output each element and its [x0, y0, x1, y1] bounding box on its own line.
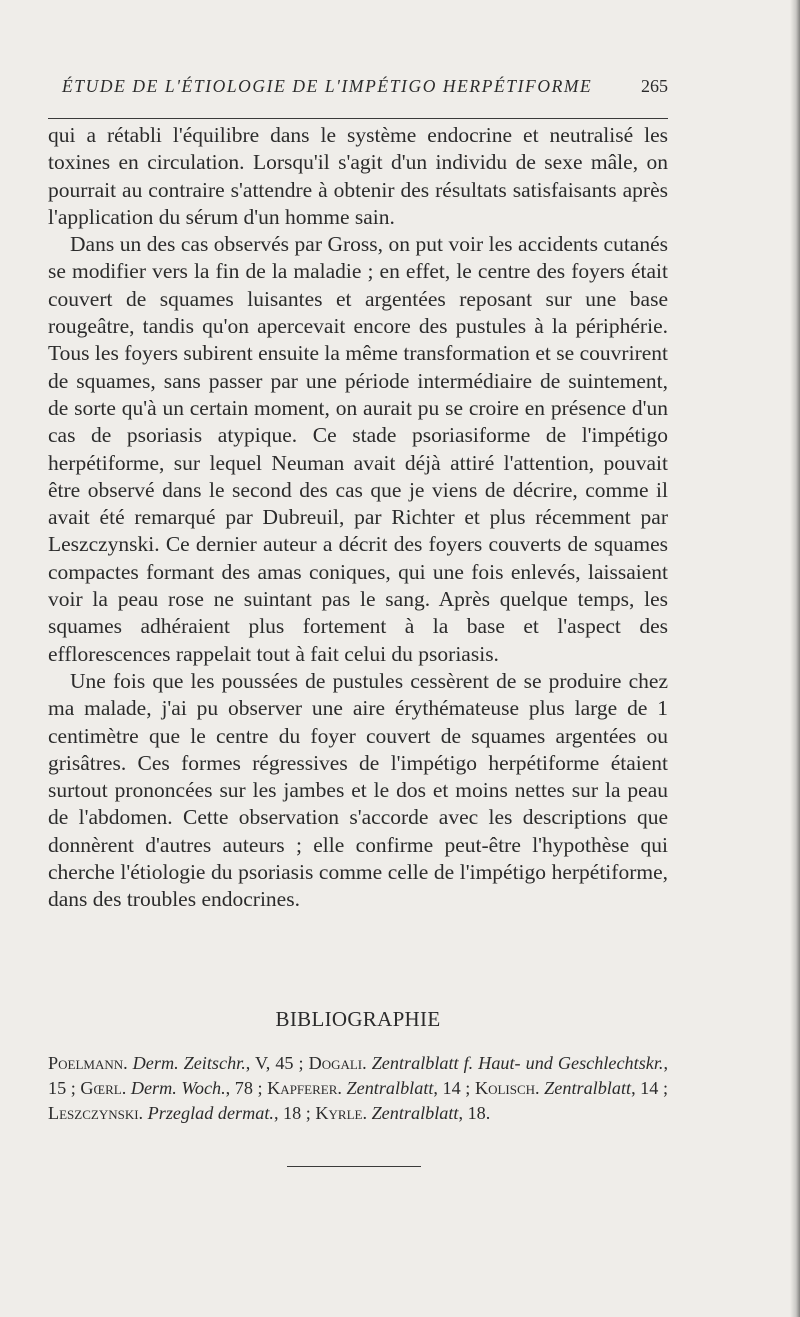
bib-entry	[475, 1078, 668, 1098]
bib-ref: , V, 45 ;	[245, 1053, 309, 1073]
bibliography-list	[48, 1051, 668, 1126]
bib-author: Kyrle.	[315, 1103, 368, 1123]
bib-journal: Zentralblatt	[544, 1078, 632, 1098]
bib-journal: Zentralblatt	[346, 1078, 434, 1098]
bib-ref: , 14 ;	[631, 1078, 668, 1098]
bib-journal: Derm. Woch.	[130, 1078, 226, 1098]
bib-ref: , 18 ;	[273, 1103, 316, 1123]
bib-entry	[48, 1103, 315, 1123]
bib-ref: , 78 ;	[225, 1078, 268, 1098]
bib-journal: Zentralblatt f. Haut- und Geschlechtskr.	[371, 1053, 664, 1073]
paragraph-2: Dans un des cas observés par Gross, on put voir les accidents cutanés se modifier vers la fin de la maladie ; en effet, le centre des foyers était couvert de squames luisantes et argentées reposant sur une base rougeâtre, tandis qu'on apercevait encore des pustules à la périphérie. Tous les foyers subirent ensuite la même transformation et se couvrirent de squames, sans passer par une période intermédiaire de suintement, de sorte qu'à un certain moment, on aurait pu se croire en présence d'un cas de psoriasis atypique. Ce stade psoriasiforme de l'impétigo herpétiforme, sur lequel Neuman avait déjà attiré l'attention, pouvait être observé dans le second des cas que je viens de décrire, comme il avait été remarqué par Dubreuil, par Richter et plus récemment par Leszczynski. Ce dernier auteur a décrit des foyers couverts de squames compactes formant des amas coniques, qui une fois enlevés, laissaient voir la peau rose ne suintant pas le sang. Après quelque temps, les squames adhéraient plus fortement à la base et l'aspect des efflorescences rappelait tout à fait celui du psoriasis.	[48, 232, 668, 666]
bib-author: Kapferer.	[267, 1078, 342, 1098]
bib-ref: , 14 ;	[433, 1078, 475, 1098]
bib-ref: , 15 ;	[48, 1053, 668, 1098]
page-number: 265	[641, 76, 668, 96]
bib-journal: Derm. Zeitschr.	[132, 1053, 246, 1073]
bibliography-heading: BIBLIOGRAPHIE	[275, 1007, 441, 1031]
bib-author: Dogali.	[308, 1053, 367, 1073]
header-rule	[48, 118, 668, 119]
bib-journal: Zentralblatt	[371, 1103, 459, 1123]
paragraph-3: Une fois que les poussées de pustules cessèrent de se produire chez ma malade, j'ai pu observer une aire érythémateuse plus large de 1 centimètre que le centre du foyer couvert de squames argentées ou grisâtres. Ces formes régressives de l'impétigo herpétiforme étaient surtout prononcées sur les jambes et le dos et moins nettes sur la peau de l'abdomen. Cette observation s'accorde avec les descriptions que donnèrent d'autres auteurs ; elle confirme peut-être l'hypothèse qui cherche l'étiologie du psoriasis comme celle de l'impétigo herpétiforme, dans des troubles endocrines.	[48, 668, 668, 912]
page-edge-shadow	[790, 0, 800, 1317]
bib-author: Leszczynski.	[48, 1103, 144, 1123]
bib-author: Gœrl.	[80, 1078, 127, 1098]
bib-journal: Przeglad dermat.	[147, 1103, 274, 1123]
bib-ref: , 18.	[458, 1103, 491, 1123]
running-header	[62, 76, 668, 104]
bib-entry	[80, 1078, 267, 1098]
body-text	[48, 122, 668, 914]
bib-entry	[315, 1103, 490, 1123]
running-title: ÉTUDE DE L'ÉTIOLOGIE DE L'IMPÉTIGO HERPÉTIFORME	[62, 76, 593, 96]
bib-author: Kolisch.	[474, 1078, 540, 1098]
paragraph-1: qui a rétabli l'équilibre dans le système endocrine et neutralisé les toxines en circulation. Lorsqu'il s'agit d'un individu de sexe mâle, on pourrait au contraire s'attendre à obtenir des résultats satisfaisants après l'application du sérum d'un homme sain.	[48, 123, 668, 229]
bib-entry	[48, 1053, 309, 1073]
bib-author: Poelmann.	[48, 1053, 128, 1073]
footer-rule	[287, 1166, 421, 1167]
bib-entry	[267, 1078, 475, 1098]
